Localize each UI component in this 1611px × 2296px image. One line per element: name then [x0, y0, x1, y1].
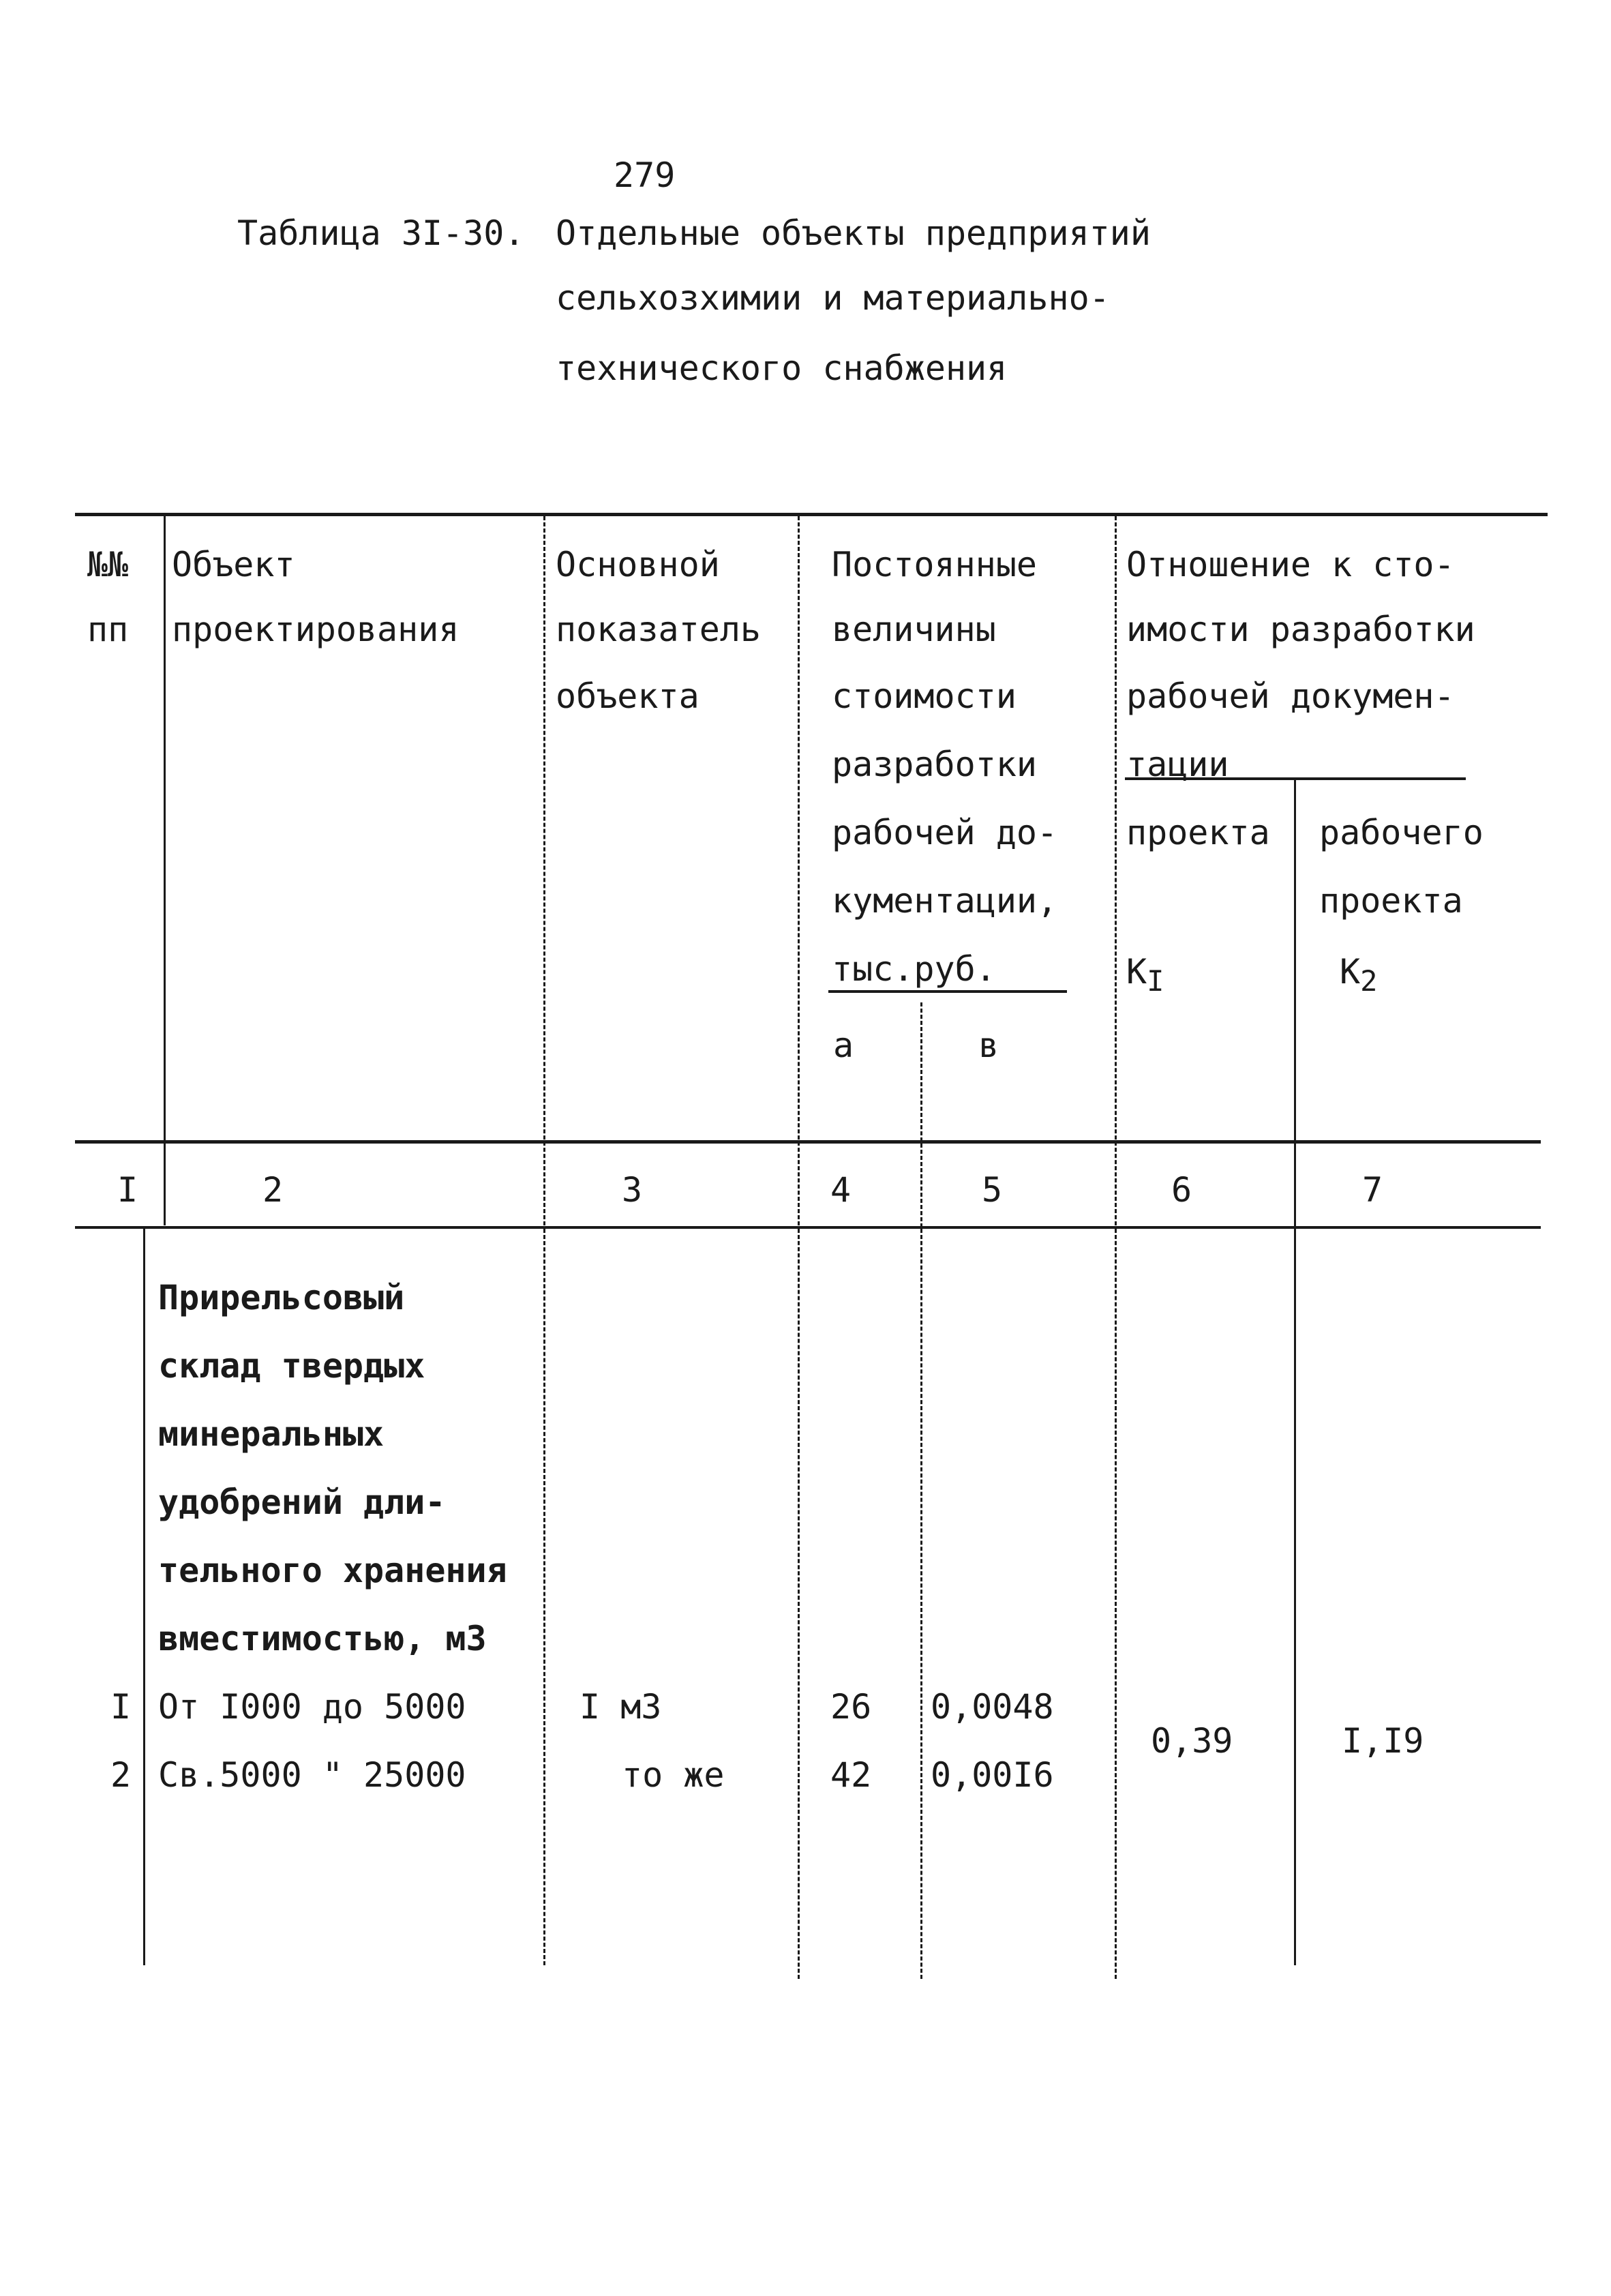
- header-col67: имости разработки: [1126, 610, 1475, 649]
- col-divider: [920, 1002, 922, 1227]
- col-divider: [798, 1229, 800, 1979]
- k1-value: 0,39: [1151, 1721, 1233, 1761]
- column-number: 3: [622, 1170, 643, 1210]
- col-divider: [543, 516, 545, 1225]
- header-col45: стоимости: [832, 676, 1017, 716]
- header-col45: Постоянные: [832, 545, 1038, 584]
- group-title-line: Прирельсовый: [158, 1278, 405, 1317]
- table-title-line: технического снабжения: [556, 348, 1008, 388]
- col-divider: [1294, 1229, 1296, 1965]
- row-object: Св.5000 " 25000: [158, 1755, 466, 1795]
- row-value-b: 0,0048: [931, 1687, 1054, 1727]
- row-indicator: I м3: [579, 1687, 662, 1727]
- group-title-line: тельного хранения: [158, 1551, 507, 1590]
- col-divider: [1115, 1229, 1117, 1979]
- col-divider: [543, 1229, 545, 1965]
- k2-subscript: 2: [1360, 964, 1378, 998]
- row-indicator: то же: [622, 1755, 725, 1795]
- header-col67: рабочей докумен-: [1126, 676, 1455, 716]
- row-value-a: 26: [830, 1687, 872, 1727]
- k2-value: I,I9: [1342, 1721, 1424, 1761]
- k1-letter: К: [1126, 952, 1147, 992]
- header-col7: рабочего: [1319, 813, 1484, 852]
- table-title-line: Отдельные объекты предприятий: [556, 213, 1151, 253]
- header-col6: проекта: [1126, 813, 1270, 852]
- row-value-b: 0,00I6: [931, 1755, 1054, 1795]
- header-bottom-rule: [75, 1140, 1541, 1144]
- group-title-line: склад твердых: [158, 1346, 425, 1386]
- row-object: От I000 до 5000: [158, 1687, 466, 1727]
- column-numbers-rule: [75, 1226, 1541, 1229]
- row-number: I: [110, 1687, 132, 1727]
- column-number: 4: [830, 1170, 852, 1210]
- header-underline: [828, 990, 1067, 993]
- header-col5-sub: в: [978, 1026, 999, 1065]
- header-col7: проекта: [1319, 881, 1463, 921]
- group-title-line: вместимостью, м3: [158, 1619, 487, 1658]
- group-title-line: удобрений дли-: [158, 1482, 446, 1522]
- col-divider: [164, 516, 166, 1225]
- row-value-a: 42: [830, 1755, 872, 1795]
- row-number: 2: [110, 1755, 132, 1795]
- table-top-rule: [75, 513, 1548, 516]
- group-title-line: минеральных: [158, 1414, 385, 1454]
- header-col1: №№: [87, 545, 129, 584]
- column-number: I: [117, 1170, 138, 1210]
- header-col1: пп: [87, 610, 129, 649]
- header-underline: [1125, 777, 1466, 780]
- col-divider: [143, 1229, 145, 1965]
- header-col45: разработки: [832, 745, 1038, 784]
- col-divider: [1294, 777, 1296, 1227]
- page-number: 279: [614, 155, 676, 195]
- header-col4-sub: а: [833, 1026, 854, 1065]
- col-divider: [798, 516, 800, 1225]
- header-col67: тации: [1126, 745, 1229, 784]
- header-col67: Отношение к сто-: [1126, 545, 1455, 584]
- k1-subscript: I: [1147, 964, 1164, 998]
- k2-letter: К: [1340, 952, 1361, 992]
- header-col6-symbol: [1126, 952, 1164, 998]
- header-col2: Объект: [172, 545, 295, 584]
- column-number: 7: [1362, 1170, 1383, 1210]
- column-number: 6: [1171, 1170, 1192, 1210]
- header-col2: проектирования: [172, 610, 460, 649]
- header-col3: объекта: [556, 676, 699, 716]
- header-col3: Основной: [556, 545, 720, 584]
- header-col45: тыс.руб.: [832, 949, 996, 989]
- header-col7-symbol: [1340, 952, 1378, 998]
- header-col45: величины: [832, 610, 996, 649]
- table-title-line: сельхозхимии и материально-: [556, 278, 1110, 318]
- col-divider: [920, 1229, 922, 1979]
- column-number: 2: [262, 1170, 284, 1210]
- header-col45: кументации,: [832, 881, 1058, 921]
- header-col3: показатель: [556, 610, 762, 649]
- column-number: 5: [982, 1170, 1003, 1210]
- col-divider: [1115, 516, 1117, 1225]
- header-col45: рабочей до-: [832, 813, 1058, 852]
- table-label: Таблица 3I-30.: [237, 213, 525, 253]
